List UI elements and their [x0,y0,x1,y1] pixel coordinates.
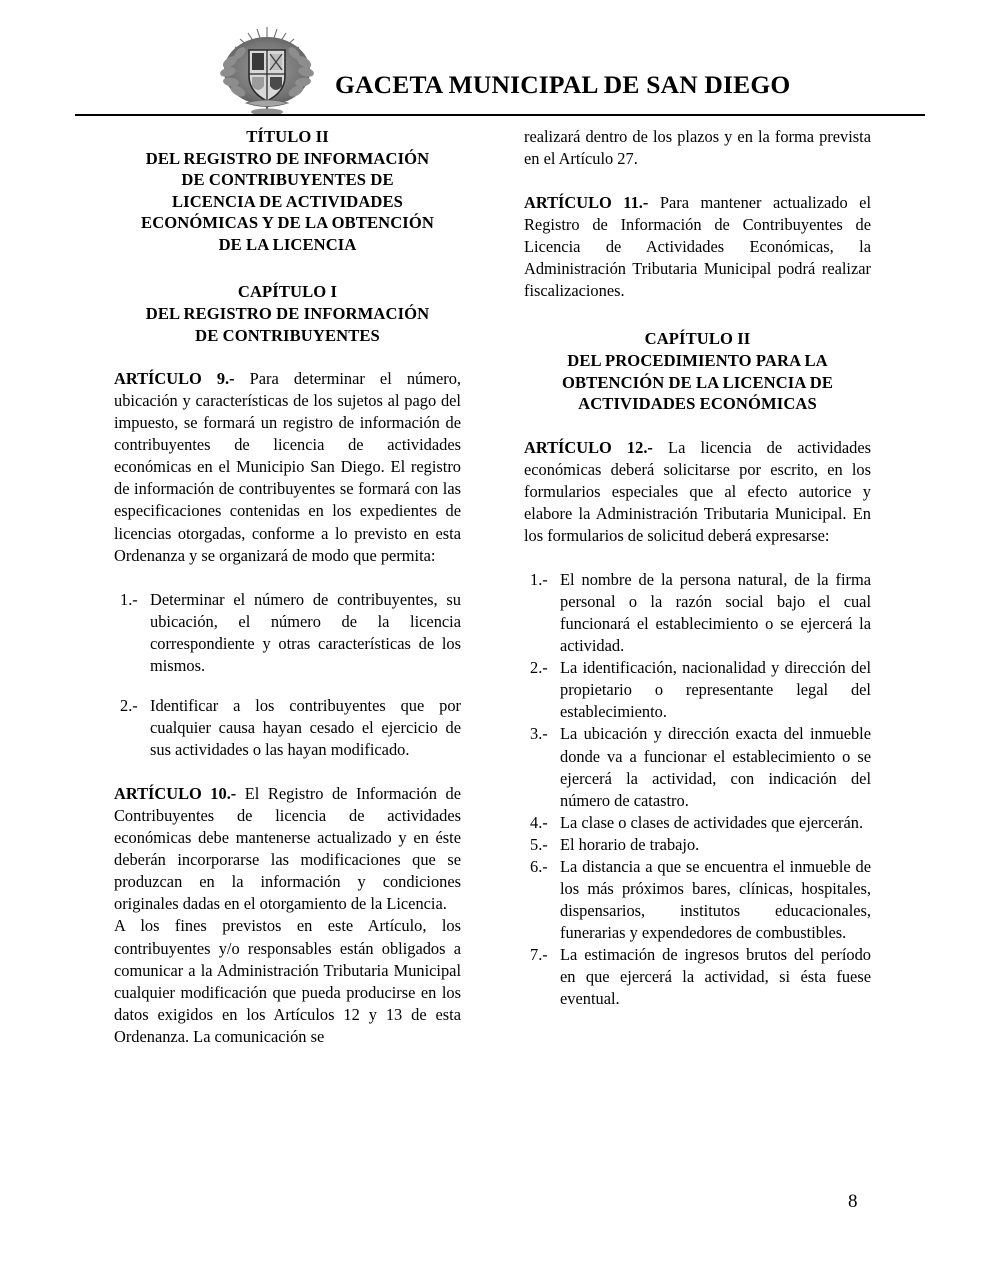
list-item-number: 5.- [530,834,548,854]
list-item-number: 1.- [530,570,548,589]
list-item [524,569,871,657]
list-item-number: 3.- [530,724,548,744]
title-heading-line: ECONÓMICAS Y DE LA OBTENCIÓN [141,213,434,233]
title-heading [114,126,461,255]
chapter-heading-line: ACTIVIDADES ECONÓMICAS [578,394,817,414]
list-item [524,812,871,834]
left-column [114,126,461,1048]
article-12-label: ARTÍCULO 12.- [524,437,653,457]
list-item-number: 2.- [530,658,548,678]
chapter-heading-line: DEL REGISTRO DE INFORMACIÓN [145,303,430,323]
list-item-text: Identificar a los contribuyentes que por cualquier causa hayan cesado el ejercicio de sus actividades o las hayan modificado. [150,695,461,759]
article-11-text: Para mantener actualizado el Registro de Información de Contribuyentes de Licencia de Actividades Económicas, la Administración Tributaria Municipal podrá realizar fiscalizaciones. [524,193,871,301]
title-heading-line: DE LA LICENCIA [218,234,357,254]
spacer [524,302,871,328]
list-item-number: 6.- [530,856,548,876]
coat-of-arms-icon [212,24,322,116]
spacer [524,415,871,437]
list-item [114,695,461,761]
list-item-text: La identificación, nacionalidad y dirección del propietario o representante legal del establecimiento. [560,658,871,722]
article-12-text: La licencia de actividades económicas deberá solicitarse por escrito, en los formularios especiales que al efecto autorice y elabore la Administración Tributaria Municipal. En los formularios de solicitud deberá expresarse: [524,437,871,545]
chapter-heading-line: CAPÍTULO II [644,329,751,349]
article-12-paragraph [524,437,871,547]
article-9-list [114,589,461,761]
list-item [524,834,871,856]
chapter-heading-line: CAPÍTULO I [237,282,338,302]
title-heading-line: DE CONTRIBUYENTES DE [181,170,394,190]
chapter-heading-line: DE CONTRIBUYENTES [195,325,380,345]
spacer [114,761,461,783]
article-10-paragraph [114,783,461,915]
chapter-heading-line: DEL PROCEDIMIENTO PARA LA [567,351,828,370]
list-item-text: La estimación de ingresos brutos del período en que ejercerá la actividad, si ésta fuese eventual. [560,945,871,1009]
article-9-label: ARTÍCULO 9.- [114,369,235,389]
list-item-number: 7.- [530,945,548,965]
header-divider [75,114,925,116]
right-column [524,126,871,1010]
chapter-one-heading [114,281,461,346]
spacer [524,547,871,569]
page-title: GACETA MUNICIPAL DE SAN DIEGO [335,70,791,99]
list-item-number: 2.- [120,695,138,715]
carryover-paragraph: realizará dentro de los plazos y en la forma prevista en el Artículo 27. [524,127,871,169]
spacer [524,170,871,192]
article-10-label: ARTÍCULO 10.- [114,784,237,804]
title-heading-line: DEL REGISTRO DE INFORMACIÓN [145,148,430,168]
list-item-text: La ubicación y dirección exacta del inmueble donde va a funcionar el establecimiento o se ejercerá la actividad, con indicación del número de catastro. [560,724,871,810]
spacer [114,346,461,368]
spacer [114,255,461,281]
article-9-text: Para determinar el número, ubicación y características de los sujetos al pago del impuesto, se formará un registro de información de contribuyentes de licencia de actividades económicas en el Municipio San Diego. El registro de información de contribuyentes se formará con las especificaciones contenidas en los expedientes de licencias otorgadas, conforme a lo previsto en esta Ordenanza y se organizará de modo que permita: [114,369,461,565]
page-masthead [0,0,990,118]
list-item-text: La clase o clases de actividades que ejercerán. [560,812,864,832]
list-item-text: Determinar el número de contribuyentes, su ubicación, el número de la licencia correspondiente y otras características de los mismos. [150,589,461,675]
list-item [524,723,871,811]
article-10-continuation: A los fines previstos en este Artículo, los contribuyentes y/o responsables están obligados a comunicar a la Administración Tributaria Municipal cualquier modificación que pueda producirse en los datos exigidos en los Artículos 12 y 13 de esta Ordenanza. La comunicación se [114,916,461,1046]
chapter-heading-line: OBTENCIÓN DE LA LICENCIA DE [561,372,834,392]
list-item-text: La distancia a que se encuentra el inmueble de los más próximos bares, clínicas, hospitales, dispensarios, institutos educacionales, funerarias y expendedores de combustibles. [560,856,871,942]
title-heading-line: LICENCIA DE ACTIVIDADES [172,191,403,211]
article-12-list [524,569,871,1010]
article-11-label: ARTÍCULO 11.- [524,193,649,213]
article-9-paragraph [114,368,461,567]
list-item [524,856,871,944]
page-number: 8 [848,1191,858,1212]
list-item [524,944,871,1010]
list-item [114,589,461,677]
list-item-text: El horario de trabajo. [560,834,700,854]
article-10-text: El Registro de Información de Contribuyentes de licencia de actividades económicas debe mantenerse actualizado y en éste deberán incorporarse las modificaciones que se produzcan en la información y condiciones originales dadas en el otorgamiento de la Licencia. [114,784,461,914]
title-heading-line: TÍTULO II [246,127,329,146]
spacer [114,567,461,589]
list-item-number: 4.- [530,812,548,832]
article-11-paragraph [524,192,871,302]
chapter-two-heading [524,328,871,414]
list-item-number: 1.- [120,589,138,609]
list-item [524,657,871,723]
list-item-text: El nombre de la persona natural, de la firma personal o la razón social bajo el cual funcionará el establecimiento o se ejercerá la actividad. [560,570,871,656]
